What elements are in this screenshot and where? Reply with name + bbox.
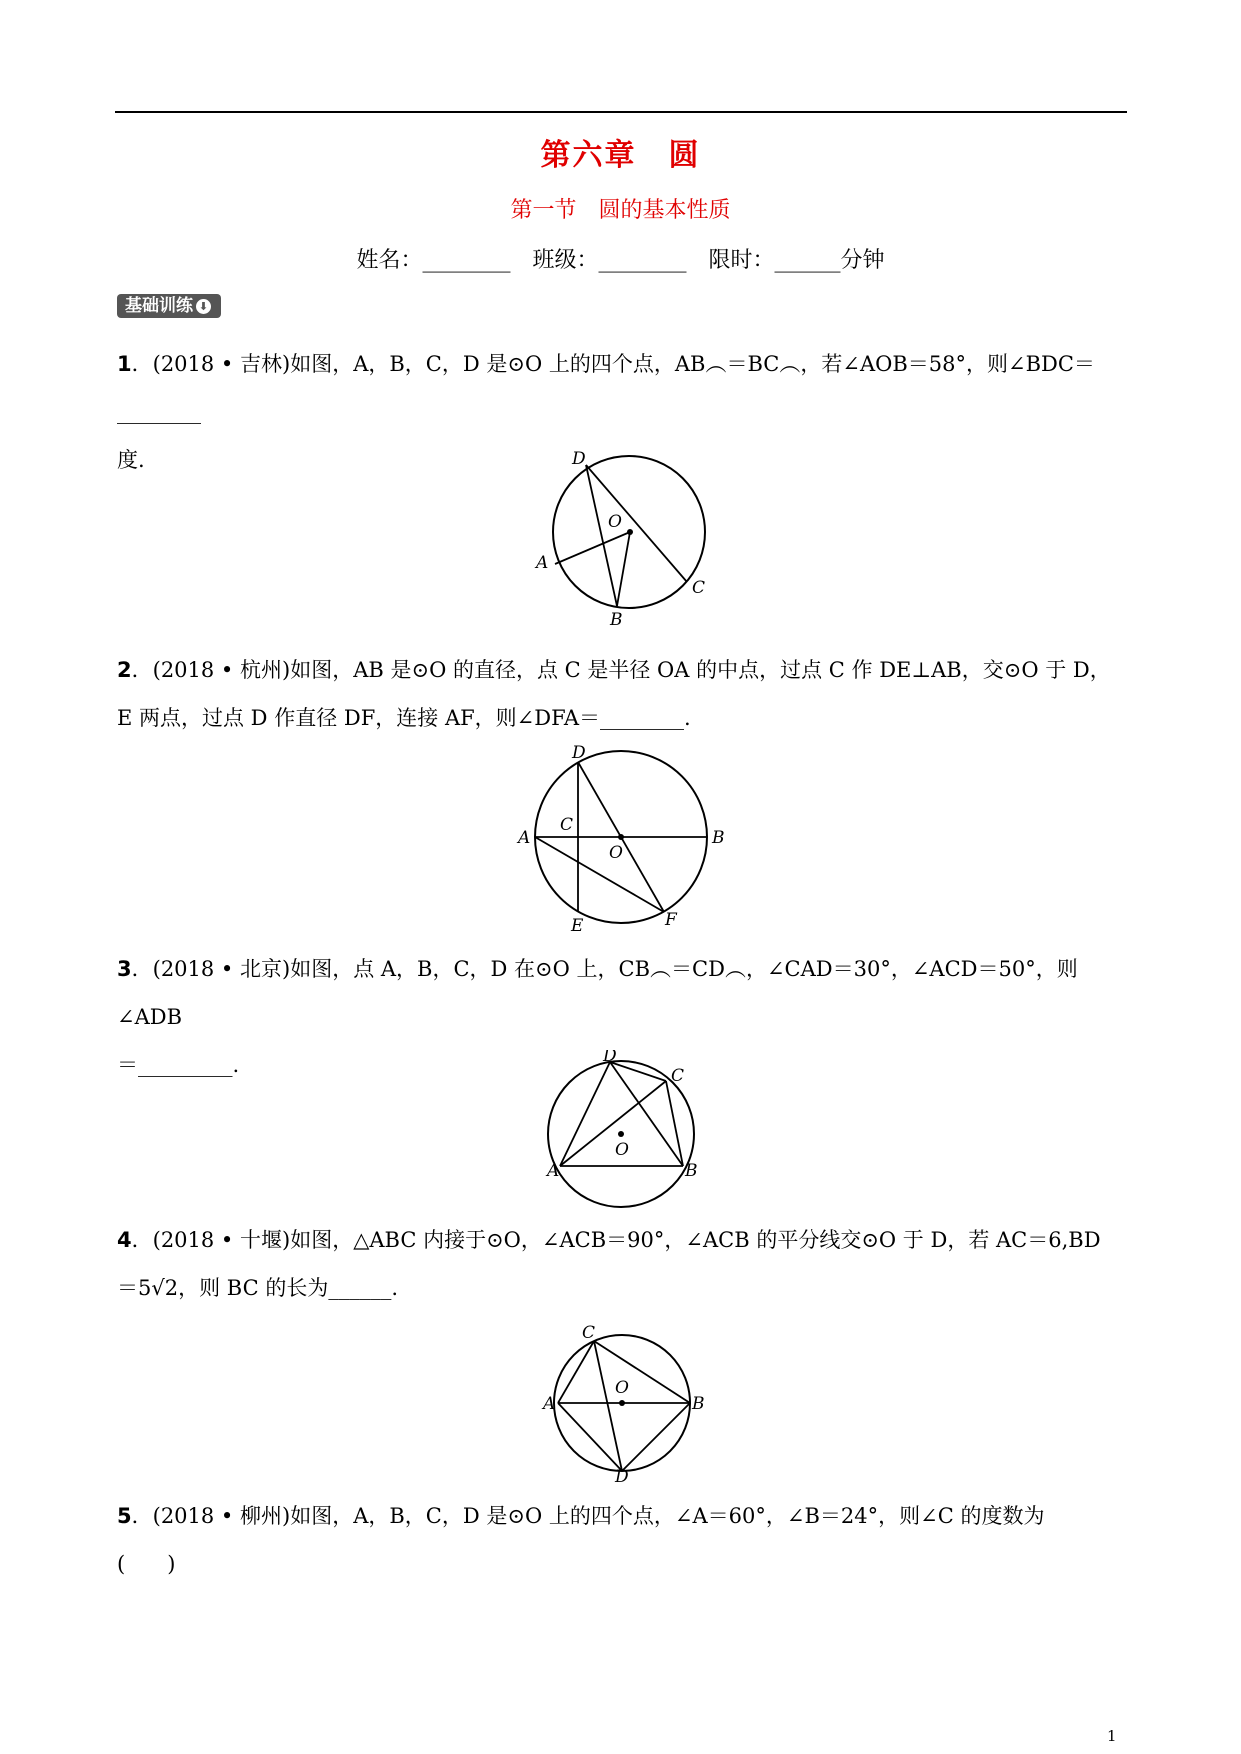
question-source: (2018 • 十堰) [152,1228,291,1252]
question-text: 如图，△ABC 内接于⊙O，∠ACB＝90°，∠ACB 的平分线交⊙O 于 D，若 AC＝6,BD [290,1228,1101,1252]
question-text-cont: 度. [117,448,145,472]
header-rule [115,111,1127,113]
label-o: O [608,512,622,532]
question-text-cont: ＝5√2，则 BC 的长为______. [117,1276,399,1300]
question-5: 5．(2018 • 柳州)如图，A，B，C，D 是⊙O 上的四个点，∠A＝60°，∠B＝24°，则∠C 的度数为 ( ) [117,1504,1045,1576]
section-title: 第一节 圆的基本性质 [510,198,731,223]
question-2: 2．(2018 • 杭州)如图，AB 是⊙O 的直径，点 C 是半径 OA 的中点，过点 C 作 DE⊥AB，交⊙O 于 D， E 两点，过点 D 作直径 DF，连接 AF，则∠DFA＝________. [117,658,1111,730]
question-text: 如图，A，B，C，D 是⊙O 上的四个点，AB︵＝BC︵，若∠AOB＝58°，则∠BDC＝________ [117,352,1095,424]
label-b: B [712,828,725,848]
label-o: O [609,843,623,863]
figure-1 [520,445,720,635]
page-number: 1 [1107,1727,1117,1745]
label-d: D [615,1467,629,1485]
question-1: 1．(2018 • 吉林)如图，A，B，C，D 是⊙O 上的四个点，AB︵＝BC︵，若∠AOB＝58°，则∠BDC＝________ 度. [117,352,1095,472]
figure-2 [515,745,735,935]
download-arrow-icon: ⬇ [196,299,211,314]
question-text-cont: ( ) [117,1552,176,1576]
label-e: E [571,916,584,935]
figure-4 [535,1320,715,1485]
question-number: 2 [117,658,132,682]
label-a: A [543,1394,556,1414]
label-a: A [518,828,531,848]
label-c: C [560,815,574,835]
question-source: (2018 • 杭州) [152,658,291,682]
label-f: F [665,910,677,930]
label-o: O [615,1378,629,1398]
question-4: 4．(2018 • 十堰)如图，△ABC 内接于⊙O，∠ACB＝90°，∠ACB 的平分线交⊙O 于 D，若 AC＝6,BD ＝5√2，则 BC 的长为______. [117,1228,1101,1300]
label-c: C [671,1066,685,1086]
label-c: C [692,578,706,598]
question-text-cont: E 两点，过点 D 作直径 DF，连接 AF，则∠DFA＝________. [117,706,691,730]
question-number: 3 [117,957,132,981]
label-b: B [692,1394,705,1414]
question-source: (2018 • 北京) [152,957,291,981]
label-b: B [610,610,623,630]
chapter-title: 第六章 圆 [540,138,701,173]
label-d: D [572,745,586,763]
label-a: A [547,1161,560,1181]
question-text: 如图，AB 是⊙O 的直径，点 C 是半径 OA 的中点，过点 C 作 DE⊥AB，交⊙O 于 D， [290,658,1111,682]
label-c: C [582,1323,596,1343]
figure-3 [535,1050,715,1215]
question-number: 1 [117,352,132,376]
question-text: 如图，A，B，C，D 是⊙O 上的四个点，∠A＝60°，∠B＝24°，则∠C 的度数为 [290,1504,1045,1528]
label-d: D [603,1050,617,1066]
question-text: 如图，点 A，B，C，D 在⊙O 上，CB︵＝CD︵，∠CAD＝30°，∠ACD＝50°，则∠ADB [117,957,1078,1029]
question-number: 4 [117,1228,132,1252]
student-info-line: 姓名：________ 班级：________ 限时：______分钟 [356,248,885,273]
question-source: (2018 • 吉林) [152,352,291,376]
basic-training-badge [117,294,221,318]
label-a: A [536,553,549,573]
question-number: 5 [117,1504,132,1528]
question-text-cont: ＝_________. [117,1053,240,1077]
question-3: 3．(2018 • 北京)如图，点 A，B，C，D 在⊙O 上，CB︵＝CD︵，∠CAD＝30°，∠ACD＝50°，则∠ADB ＝_________. [117,957,1078,1077]
badge-label: 基础训练 [125,296,193,316]
label-d: D [572,449,586,469]
question-source: (2018 • 柳州) [152,1504,291,1528]
label-o: O [615,1140,629,1160]
label-b: B [685,1161,698,1181]
